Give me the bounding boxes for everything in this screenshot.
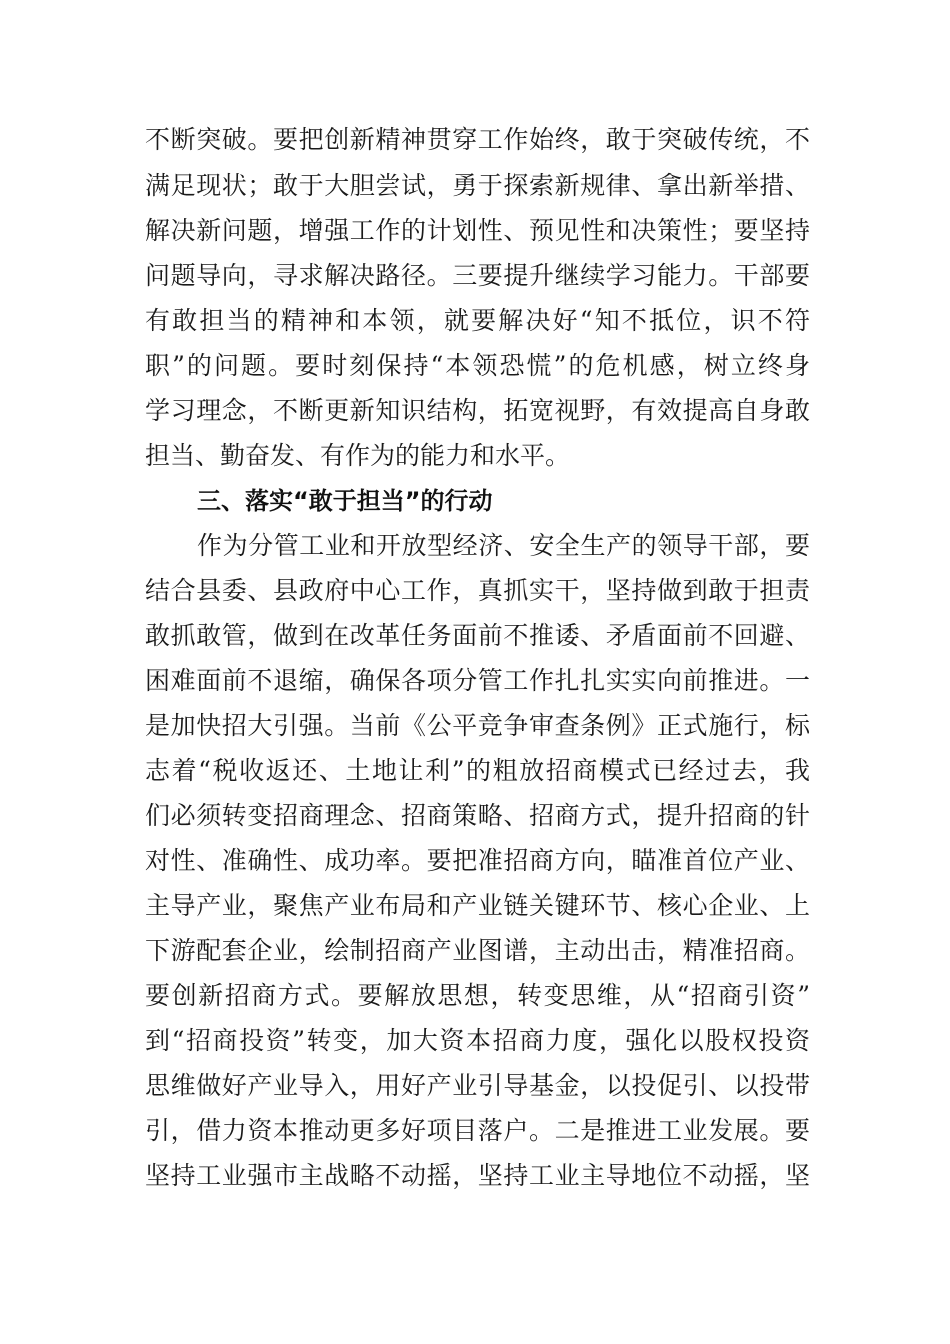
paragraph2-line-12: 到“招商投资”转变，加大资本招商力度，强化以股权投资 bbox=[145, 1026, 810, 1055]
paragraph1-line-2: 满足现状；敢于大胆尝试，勇于探索新规律、拿出新举措、 bbox=[145, 171, 810, 200]
paragraph2-line-4: 困难面前不退缩，确保各项分管工作扎扎实实向前推进。一 bbox=[145, 666, 810, 695]
paragraph1-line-3: 解决新问题，增强工作的计划性、预见性和决策性；要坚持 bbox=[145, 216, 810, 245]
paragraph1-line-7: 学习理念，不断更新知识结构，拓宽视野，有效提高自身敢 bbox=[145, 396, 810, 425]
paragraph2-line-6: 志着“税收返还、土地让利”的粗放招商模式已经过去，我 bbox=[145, 756, 810, 785]
section-heading: 三、落实“敢于担当”的行动 bbox=[197, 487, 493, 515]
paragraph2-line-8: 对性、准确性、成功率。要把准招商方向，瞄准首位产业、 bbox=[145, 846, 810, 875]
paragraph1-line-5: 有敢担当的精神和本领，就要解决好“知不抵位，识不符 bbox=[145, 306, 810, 335]
paragraph2-line-2: 结合县委、县政府中心工作，真抓实干，坚持做到敢于担责 bbox=[145, 576, 810, 605]
paragraph2-line-10: 下游配套企业，绘制招商产业图谱，主动出击，精准招商。 bbox=[145, 936, 810, 965]
paragraph1-line-4: 问题导向，寻求解决路径。三要提升继续学习能力。干部要 bbox=[145, 261, 810, 290]
paragraph2-line-9: 主导产业，聚焦产业布局和产业链关键环节、核心企业、上 bbox=[145, 891, 810, 920]
paragraph1-line-8: 担当、勤奋发、有作为的能力和水平。 bbox=[145, 441, 571, 470]
paragraph2-line-11: 要创新招商方式。要解放思想，转变思维，从“招商引资” bbox=[145, 981, 810, 1010]
paragraph2-line-14: 引，借力资本推动更多好项目落户。二是推进工业发展。要 bbox=[145, 1116, 810, 1145]
paragraph2-line-15: 坚持工业强市主战略不动摇，坚持工业主导地位不动摇，坚 bbox=[145, 1161, 810, 1190]
paragraph1-line-6: 职”的问题。要时刻保持“本领恐慌”的危机感，树立终身 bbox=[145, 351, 810, 380]
paragraph2-line-5: 是加快招大引强。当前《公平竞争审查条例》正式施行，标 bbox=[145, 711, 810, 740]
paragraph2-line-3: 敢抓敢管，做到在改革任务面前不推诿、矛盾面前不回避、 bbox=[145, 621, 810, 650]
paragraph2-line-1: 作为分管工业和开放型经济、安全生产的领导干部，要 bbox=[197, 531, 810, 560]
paragraph1-line-1: 不断突破。要把创新精神贯穿工作始终，敢于突破传统，不 bbox=[145, 125, 810, 154]
paragraph2-line-7: 们必须转变招商理念、招商策略、招商方式，提升招商的针 bbox=[145, 801, 810, 830]
paragraph2-line-13: 思维做好产业导入，用好产业引导基金，以投促引、以投带 bbox=[145, 1071, 810, 1100]
